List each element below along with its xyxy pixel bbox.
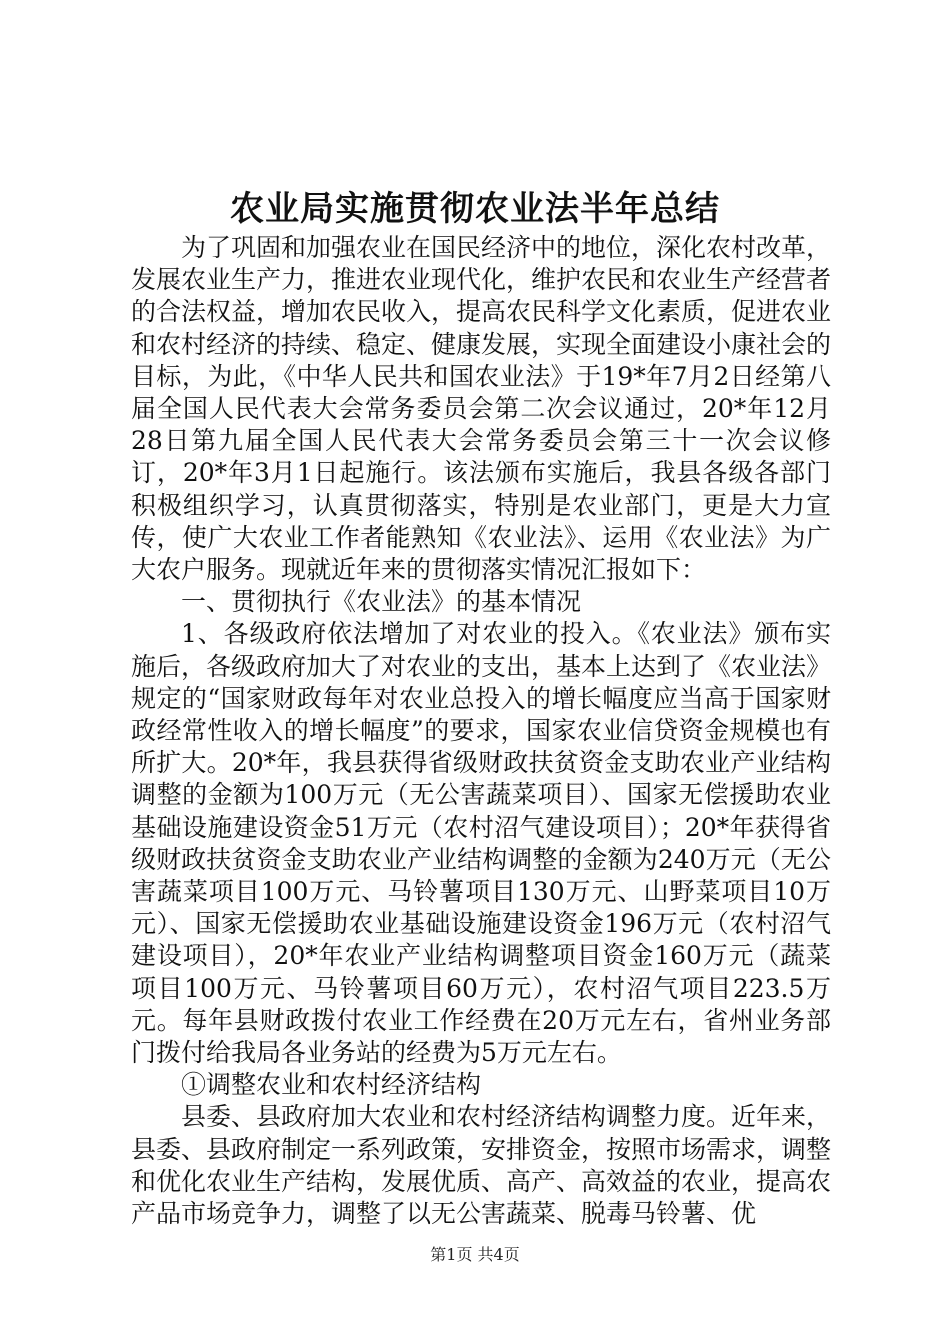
subsection-heading: ①调整农业和农村经济结构 (181, 1070, 482, 1100)
section-heading: 一、贯彻执行《农业法》的基本情况 (181, 587, 582, 617)
paragraph-investment: 1、各级政府依法增加了对农业的投入。《农业法》颁布实施后，各级政府加大了对农业的支出，基本上达到了《农业法》规定的“国家财政每年对农业总投入的增长幅度应当高于国家财政经常性收入的增长幅度”的要求，国家农业信贷资金规模也有所扩大。20*年，我县获得省级财政扶贫资金支助农业产业结构调整的金额为100万元（无公害蔬菜项目）、国家无偿援助农业基础设施建设资金51万元（农村沼气建设项目）；20*年获得省级财政扶贫资金支助农业产业结构调整的金额为240万元（无公害蔬菜项目100万元、马铃薯项目130万元、山野菜项目10万元）、国家无偿援助农业基础设施建设资金196万元（农村沼气建设项目），20*年农业产业结构调整项目资金160万元（蔬菜项目100万元、马铃薯项目60万元），农村沼气项目223.5万元。每年县财政拨付农业工作经费在20万元左右，省州业务部门拨付给我局各业务站的经费为5万元左右。 (131, 619, 832, 1068)
document-title: 农业局实施贯彻农业法半年总结 (230, 189, 720, 229)
paragraph-intro: 为了巩固和加强农业在国民经济中的地位，深化农村改革，发展农业生产力，推进农业现代化，维护农民和农业生产经营者的合法权益，增加农民收入，提高农民科学文化素质，促进农业和农村经济的持续、稳定、健康发展，实现全面建设小康社会的目标，为此，《中华人民共和国农业法》于19*年7月2日经第八届全国人民代表大会常务委员会第二次会议通过，20*年12月28日第九届全国人民代表大会常务委员会第三十一次会议修订，20*年3月1日起施行。该法颁布实施后，我县各级各部门积极组织学习，认真贯彻落实，特别是农业部门，更是大力宣传，使广大农业工作者能熟知《农业法》、运用《农业法》为广大农户服务。现就近年来的贯彻落实情况汇报如下： (131, 233, 832, 585)
page-footer: 第1页 共4页 (430, 1245, 520, 1264)
document-body (131, 232, 831, 1230)
paragraph-structure: 县委、县政府加大农业和农村经济结构调整力度。近年来，县委、县政府制定一系列政策，安排资金，按照市场需求，调整和优化农业生产结构，发展优质、高产、高效益的农业，提高农产品市场竞争力，调整了以无公害蔬菜、脱毒马铃薯、优 (131, 1102, 832, 1229)
